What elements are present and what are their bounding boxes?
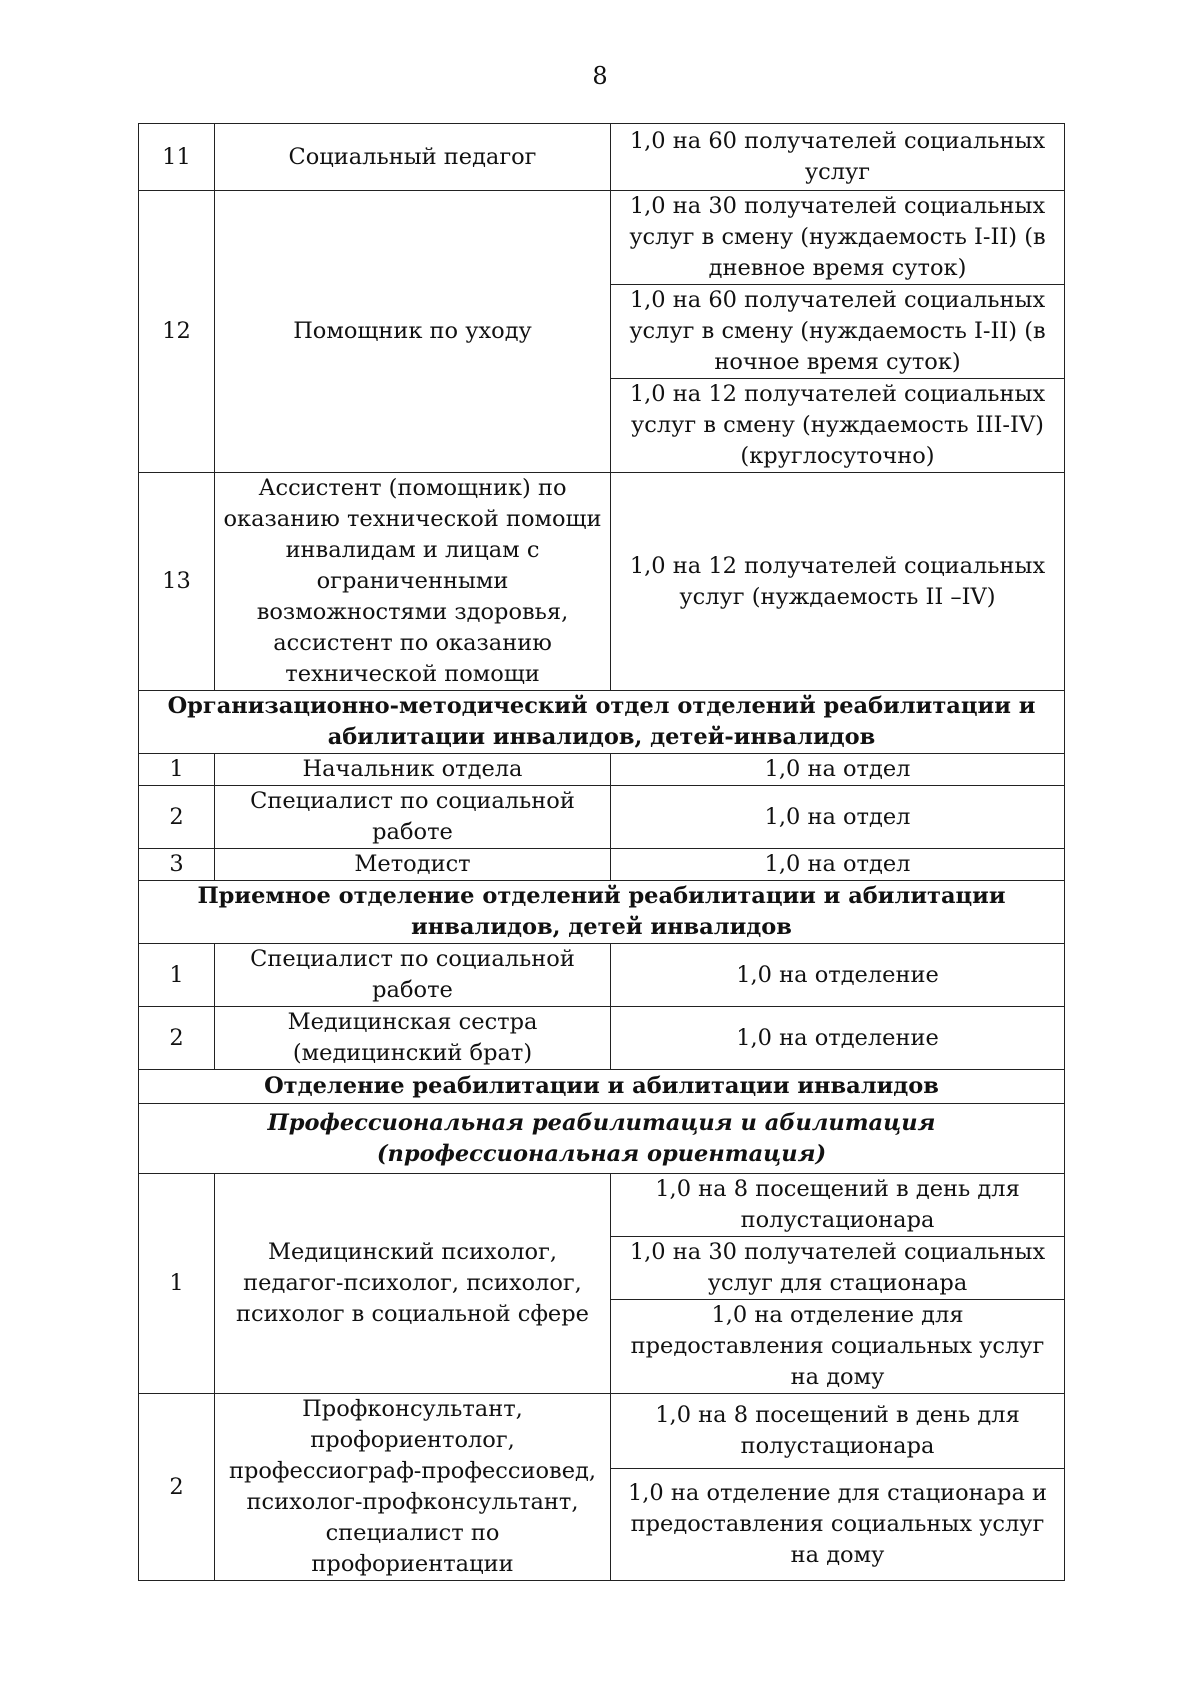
- table-row: [139, 124, 1065, 191]
- norm-cell: 1,0 на отдел: [611, 754, 1065, 786]
- row-number: 13: [139, 473, 215, 691]
- subsection-row: [139, 1104, 1065, 1174]
- section-row: [139, 881, 1065, 944]
- section-title: Приемное отделение отделений реабилитации и абилитации инвалидов, детей инвалидов: [139, 881, 1065, 944]
- norm-cell: 1,0 на отделение для предоставления социальных услуг на дому: [611, 1300, 1065, 1394]
- position-cell: Профконсультант, профориентолог, профессиограф-профессиовед, психолог-профконсультант, специалист по профориентации: [215, 1394, 611, 1581]
- table-row: [139, 786, 1065, 849]
- position-cell: Специалист по социальной работе: [215, 944, 611, 1007]
- norm-cell: 1,0 на 8 посещений в день для полустационара: [611, 1394, 1065, 1469]
- row-number: 11: [139, 124, 215, 191]
- position-cell: Социальный педагог: [215, 124, 611, 191]
- staffing-table: [138, 123, 1065, 1581]
- row-number: 1: [139, 1174, 215, 1394]
- norm-cell: 1,0 на отдел: [611, 786, 1065, 849]
- row-number: 2: [139, 1394, 215, 1581]
- position-cell: Методист: [215, 849, 611, 881]
- norm-cell: 1,0 на 12 получателей социальных услуг в смену (нуждаемость III-IV) (круглосуточно): [611, 379, 1065, 473]
- table-row: [139, 473, 1065, 691]
- table-row: [139, 1007, 1065, 1070]
- row-number: 1: [139, 754, 215, 786]
- norm-cell: 1,0 на 60 получателей социальных услуг в смену (нуждаемость I-II) (в ночное время суток): [611, 285, 1065, 379]
- section-title: Отделение реабилитации и абилитации инвалидов: [139, 1070, 1065, 1104]
- position-cell: Медицинский психолог, педагог-психолог, психолог, психолог в социальной сфере: [215, 1174, 611, 1394]
- section-row: [139, 691, 1065, 754]
- row-number: 1: [139, 944, 215, 1007]
- page-number: 8: [592, 62, 608, 90]
- section-title: Организационно-методический отдел отделений реабилитации и абилитации инвалидов, детей-инвалидов: [139, 691, 1065, 754]
- row-number: 2: [139, 786, 215, 849]
- position-cell: Начальник отдела: [215, 754, 611, 786]
- norm-cell: 1,0 на отделение: [611, 944, 1065, 1007]
- position-cell: Помощник по уходу: [215, 191, 611, 473]
- subsection-title: Профессиональная реабилитация и абилитация (профессиональная ориентация): [139, 1104, 1065, 1174]
- row-number: 2: [139, 1007, 215, 1070]
- table-row: [139, 754, 1065, 786]
- norm-cell: 1,0 на отдел: [611, 849, 1065, 881]
- norm-cell: 1,0 на 30 получателей социальных услуг в смену (нуждаемость I-II) (в дневное время суток): [611, 191, 1065, 285]
- position-cell: Медицинская сестра (медицинский брат): [215, 1007, 611, 1070]
- table-row: [139, 849, 1065, 881]
- norm-cell: 1,0 на 8 посещений в день для полустационара: [611, 1174, 1065, 1237]
- row-number: 3: [139, 849, 215, 881]
- table-row: [139, 944, 1065, 1007]
- norm-cell: 1,0 на 60 получателей социальных услуг: [611, 124, 1065, 191]
- row-number: 12: [139, 191, 215, 473]
- table-row: [139, 191, 1065, 285]
- norm-cell: 1,0 на отделение для стационара и предоставления социальных услуг на дому: [611, 1469, 1065, 1581]
- table-row: [139, 1394, 1065, 1469]
- position-cell: Специалист по социальной работе: [215, 786, 611, 849]
- norm-cell: 1,0 на 12 получателей социальных услуг (нуждаемость II –IV): [611, 473, 1065, 691]
- section-row: [139, 1070, 1065, 1104]
- norm-cell: 1,0 на отделение: [611, 1007, 1065, 1070]
- position-cell: Ассистент (помощник) по оказанию технической помощи инвалидам и лицам с ограниченными возможностями здоровья, ассистент по оказанию технической помощи: [215, 473, 611, 691]
- table-row: [139, 1174, 1065, 1237]
- norm-cell: 1,0 на 30 получателей социальных услуг для стационара: [611, 1237, 1065, 1300]
